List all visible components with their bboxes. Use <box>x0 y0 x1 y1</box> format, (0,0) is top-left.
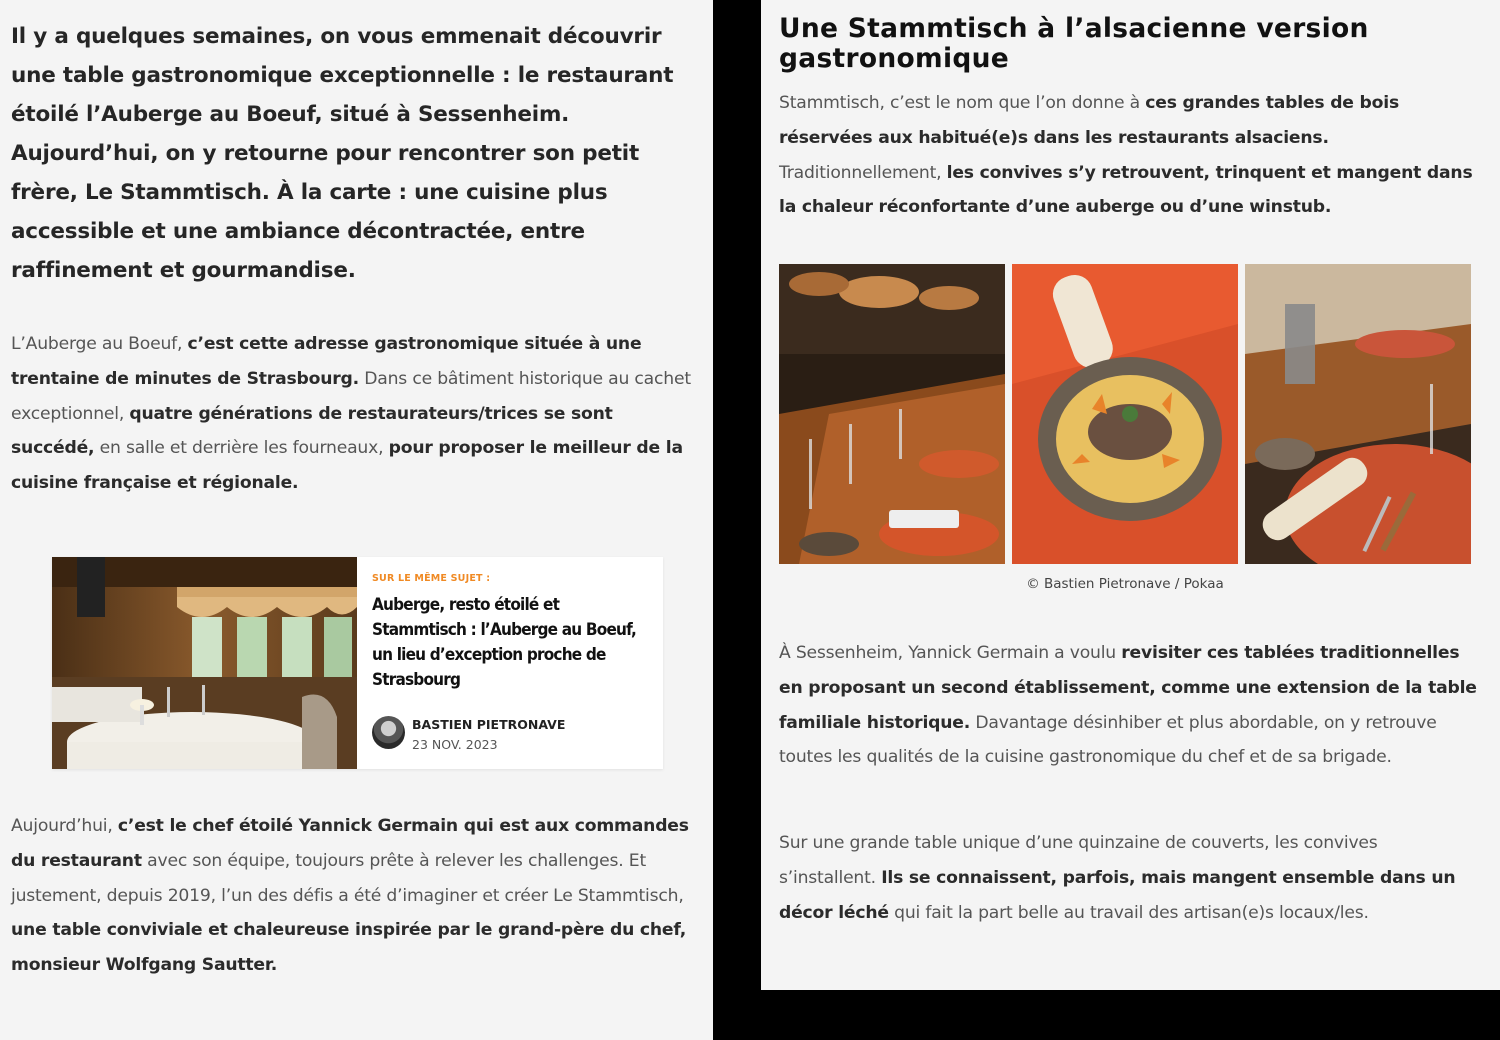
card-title[interactable]: Auberge, resto étoilé et Stammtisch : l’Auberge au Boeuf, un lieu d’exception proche de Strasbourg <box>372 595 637 690</box>
card-kicker: SUR LE MÊME SUJET : <box>372 573 491 584</box>
emphasis-text: Ils se connaissent, parfois, mais mangent ensemble dans un décor léché <box>779 867 1456 923</box>
paragraph-text: avec son équipe, toujours prête à relever les challenges. Et justement, depuis 2019, l’un des défis a été d’imaginer et créer Le Stammtisch, <box>11 850 684 906</box>
related-article-card[interactable] <box>52 557 663 769</box>
photo-caption: © Bastien Pietronave / Pokaa <box>1026 576 1224 592</box>
related-article-image <box>52 557 357 769</box>
paragraph-text: L’Auberge au Boeuf, <box>11 334 188 354</box>
right-article-panel <box>761 0 1500 990</box>
emphasis-text: une table conviviale et chaleureuse inspirée par le grand-père du chef, monsieur Wolfgang Sautter. <box>11 920 687 976</box>
paragraph-text: Sur une grande table unique d’une quinzaine de couverts, les convives s’installent. <box>779 833 1378 888</box>
paragraph-text: À Sessenheim, Yannick Germain a voulu <box>779 643 1122 663</box>
emphasis-text: les convives s’y retrouvent, trinquent et mangent dans la chaleur réconfortante d’une auberge ou d’une winstub. <box>779 162 1473 218</box>
paragraph-grande-table <box>779 826 1479 930</box>
photo-dining-table <box>779 264 1005 564</box>
paragraph-sessenheim <box>779 636 1479 775</box>
paragraph-auberge <box>11 327 691 501</box>
paragraph-text: Stammtisch, c’est le nom que l’on donne à <box>779 93 1146 113</box>
left-article-panel <box>0 0 713 1040</box>
paragraph-text: Aujourd’hui, <box>11 816 118 836</box>
photo-place-setting <box>1245 264 1471 564</box>
card-date: 23 NOV. 2023 <box>412 737 498 752</box>
emphasis-text: c’est le chef étoilé Yannick Germain qui est aux commandes du restaurant <box>11 816 689 871</box>
paragraph-text: qui fait la part belle au travail des artisan(e)s locaux/les. <box>888 902 1369 923</box>
section-heading: Une Stammtisch à l’alsacienne version gastronomique <box>779 13 1369 74</box>
photo-plated-dish <box>1012 264 1238 564</box>
emphasis-text: quatre générations de restaurateurs/trices se sont succédé, <box>11 403 613 459</box>
paragraph-today <box>11 809 691 983</box>
author-avatar <box>372 716 405 749</box>
emphasis-text: ces grandes tables de bois réservées aux habitué(e)s dans les restaurants alsaciens. <box>779 93 1399 148</box>
emphasis-text: pour proposer le meilleur de la cuisine française et régionale. <box>11 438 683 494</box>
paragraph-text: Davantage désinhiber et plus abordable, on y retrouve toutes les qualités de la cuisine gastronomique du chef et de sa brigade. <box>779 712 1437 768</box>
paragraph-stammtisch <box>779 86 1479 225</box>
paragraph-text: Dans ce bâtiment historique au cachet exceptionnel, <box>11 368 691 424</box>
emphasis-text: c’est cette adresse gastronomique située à une trentaine de minutes de Strasbourg. <box>11 334 642 389</box>
paragraph-text: Traditionnellement, <box>779 162 947 183</box>
card-author[interactable]: BASTIEN PIETRONAVE <box>412 717 566 732</box>
emphasis-text: revisiter ces tablées traditionnelles en proposant un second établissement, comme une extension de la table familiale historique. <box>779 643 1477 733</box>
article-intro: Il y a quelques semaines, on vous emmenait découvrir une table gastronomique exceptionnelle : le restaurant étoilé l’Auberge au Boeuf, situé à Sessenheim. Aujourd’hui, on y retourne pour rencontrer son petit frère, Le Stammtisch. À la carte : une cuisine plus accessible et une ambiance décontractée, entre raffinement et gourmandise. <box>11 24 674 283</box>
paragraph-text: en salle et derrière les fourneaux, <box>94 438 389 459</box>
